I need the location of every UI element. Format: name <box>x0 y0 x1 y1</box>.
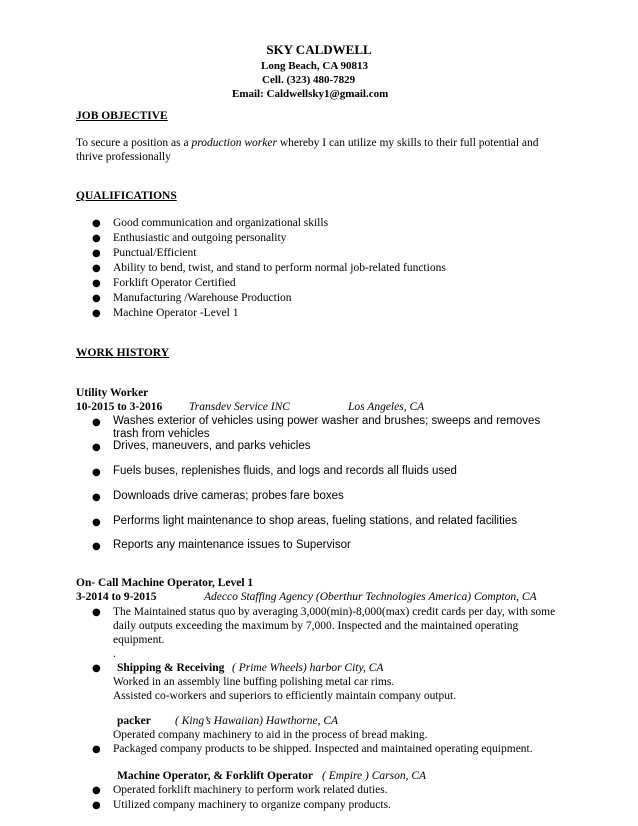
job1-duty-line: trash from vehicles <box>113 428 210 440</box>
bullet-icon: ● <box>92 467 101 478</box>
bullet-icon: ● <box>92 785 101 796</box>
candidate-name: SKY CALDWELL <box>266 42 372 57</box>
job1-duty-line: Washes exterior of vehicles using power washer and brushes; sweeps and removes <box>113 415 541 427</box>
sub1-line: Worked in an assembly line buffing polishing metal car rims. <box>113 676 395 688</box>
bullet-icon: ● <box>92 541 101 552</box>
sub1-company: ( Prime Wheels) harbor City, CA <box>232 662 384 674</box>
qualification-item: Forklift Operator Certified <box>113 277 236 289</box>
job1-dates: 10-2015 to 3-2016 <box>76 401 163 413</box>
job2-duty-line: . <box>113 648 116 660</box>
qualification-item: Punctual/Efficient <box>113 247 197 259</box>
bullet-icon: ● <box>92 663 101 674</box>
objective-text <box>76 137 539 149</box>
sub1-title: Shipping & Receiving <box>117 662 225 674</box>
job2-duty-line: daily outputs exceeding the maximum by 7,000. Inspected and the maintained operating <box>113 620 519 632</box>
job1-duty-line: Performs light maintenance to shop areas, fueling stations, and related facilities <box>113 515 517 527</box>
job1-title: Utility Worker <box>76 387 149 399</box>
job2-duty-line: The Maintained status quo by averaging 3,000(min)-8,000(max) credit cards per day, with some <box>113 606 556 618</box>
job1-employer: Transdev Service INC <box>189 401 290 413</box>
bullet-icon: ● <box>92 218 101 229</box>
job1-duty-line: Drives, maneuvers, and parks vehicles <box>113 440 311 452</box>
bullet-icon: ● <box>92 263 101 274</box>
objective-text-pre: To secure a position as a <box>76 137 192 149</box>
job2-title: On- Call Machine Operator, Level 1 <box>76 577 254 589</box>
bullet-icon: ● <box>92 278 101 289</box>
bullet-icon: ● <box>92 607 101 618</box>
sub2-line: Packaged company products to be shipped. Inspected and maintained operating equipment. <box>113 743 533 755</box>
bullet-icon: ● <box>92 248 101 259</box>
sub2-title: packer <box>117 715 151 727</box>
bullet-icon: ● <box>92 417 101 428</box>
bullet-icon: ● <box>92 293 101 304</box>
objective-heading: JOB OBJECTIVE <box>76 110 168 122</box>
job1-duty-line: Fuels buses, replenishes fluids, and logs and records all fluids used <box>113 465 457 477</box>
sub1-line: Assisted co-workers and superiors to efficiently maintain company output. <box>113 690 457 702</box>
sub3-title: Machine Operator, & Forklift Operator <box>117 770 313 782</box>
objective-text-post: whereby I can utilize my skills to their full potential and <box>276 137 539 149</box>
qualification-item: Machine Operator -Level 1 <box>113 307 239 319</box>
job2-dates: 3-2014 to 9-2015 <box>76 591 157 603</box>
job2-duty-line: equipment. <box>113 634 165 646</box>
email: Email: Caldwellsky1@gmail.com <box>232 88 389 100</box>
qualification-item: Enthusiastic and outgoing personality <box>113 232 287 244</box>
qualification-item: Manufacturing /Warehouse Production <box>113 292 292 304</box>
sub3-company: ( Empire ) Carson, CA <box>322 770 427 782</box>
bullet-icon: ● <box>92 744 101 755</box>
phone: Cell. (323) 480-7829 <box>262 74 356 86</box>
bullet-icon: ● <box>92 233 101 244</box>
objective-text-line2: thrive professionally <box>76 151 171 163</box>
bullet-icon: ● <box>92 492 101 503</box>
sub2-line: Operated company machinery to aid in the process of bread making. <box>113 729 428 741</box>
address: Long Beach, CA 90813 <box>261 60 368 72</box>
job2-employer: Adecco Staffing Agency (Oberthur Technologies America) Compton, CA <box>204 591 537 603</box>
qualification-item: Ability to bend, twist, and stand to perform normal job-related functions <box>113 262 446 274</box>
qualification-item: Good communication and organizational skills <box>113 217 329 229</box>
job1-location: Los Angeles, CA <box>348 401 425 413</box>
work-history-heading: WORK HISTORY <box>76 347 169 359</box>
objective-text-italic: production worker <box>191 137 277 149</box>
bullet-icon: ● <box>92 800 101 811</box>
bullet-icon: ● <box>92 517 101 528</box>
job1-duty-line: Reports any maintenance issues to Supervisor <box>113 539 351 551</box>
bullet-icon: ● <box>92 442 101 453</box>
qualifications-heading: QUALIFICATIONS <box>76 190 177 202</box>
sub2-company: ( King’s Hawaiian) Hawthorne, CA <box>175 715 339 727</box>
sub3-line: Operated forklift machinery to perform work related duties. <box>113 784 388 796</box>
bullet-icon: ● <box>92 308 101 319</box>
sub3-line: Utilized company machinery to organize company products. <box>113 799 391 811</box>
job1-duty-line: Downloads drive cameras; probes fare boxes <box>113 490 344 502</box>
